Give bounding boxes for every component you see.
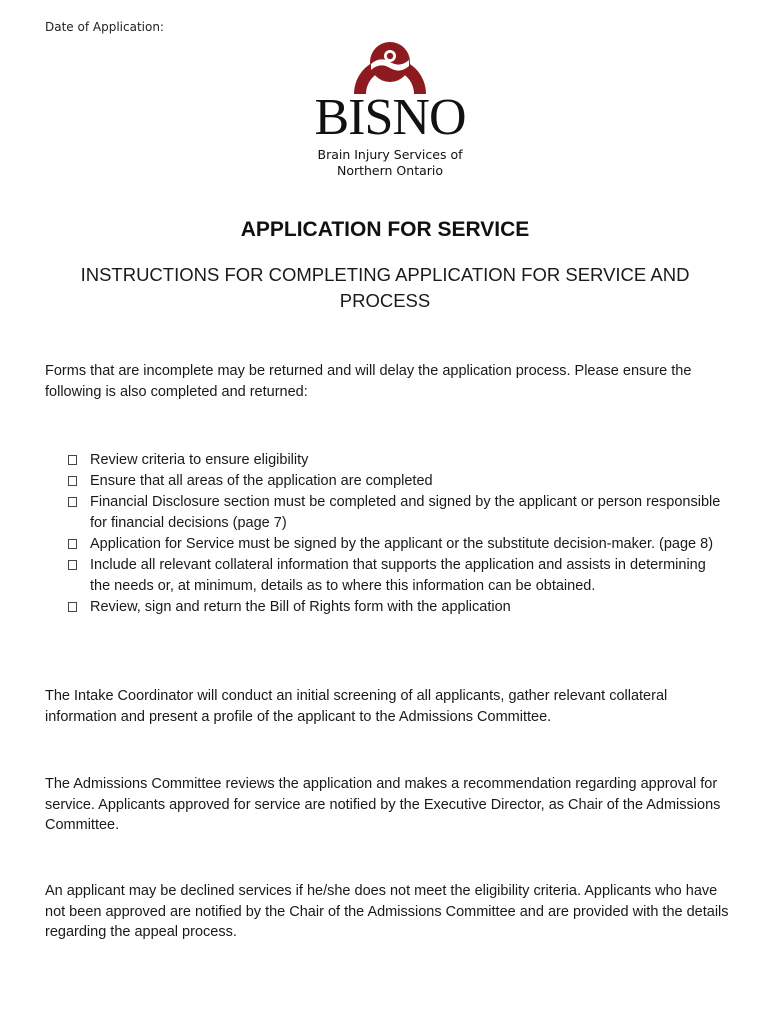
- checklist-item-text: Review, sign and return the Bill of Rights form with the application: [90, 599, 511, 615]
- checklist-item: [68, 534, 728, 555]
- subtitle-line-1: INSTRUCTIONS FOR COMPLETING APPLICATION FOR SERVICE AND: [80, 264, 690, 285]
- checklist-item-text: Financial Disclosure section must be completed and signed by the applicant or person responsible for financial decisions (page 7): [90, 494, 721, 531]
- checklist-item: [68, 492, 728, 534]
- checkbox-icon: [68, 560, 77, 570]
- declined-paragraph: An applicant may be declined services if he/she does not meet the eligibility criteria. Applicants who have not been approved are notified by the Chair of the Admissions Committee and are provided with the details regarding the appeal process.: [45, 883, 729, 940]
- checklist-item: [68, 555, 728, 597]
- checkbox-icon: [68, 476, 77, 486]
- page-subtitle: [45, 262, 725, 314]
- bisno-tagline: [290, 147, 490, 179]
- checklist-item: [68, 471, 728, 492]
- intake-paragraph: The Intake Coordinator will conduct an initial screening of all applicants, gather relevant collateral information and present a profile of the applicant to the Admissions Committee.: [45, 688, 668, 725]
- checklist-item-text: Review criteria to ensure eligibility: [90, 452, 309, 468]
- checkbox-icon: [68, 602, 77, 612]
- checklist-item: [68, 450, 728, 471]
- tagline-line-1: Brain Injury Services of: [317, 147, 463, 162]
- checklist-item-text: Application for Service must be signed by the applicant or the substitute decision-maker. (page 8): [90, 536, 714, 552]
- checklist-item: [68, 597, 728, 618]
- admissions-paragraph: The Admissions Committee reviews the application and makes a recommendation regarding approval for service. Applicants approved for service are notified by the Executive Director, as Chair of the Admissions Committee.: [45, 776, 721, 833]
- checklist-item-text: Include all relevant collateral information that supports the application and assists in determining the needs or, at minimum, details as to where this information can be obtained.: [90, 557, 706, 594]
- page-title: APPLICATION FOR SERVICE: [240, 218, 530, 241]
- checkbox-icon: [68, 539, 77, 549]
- checkbox-icon: [68, 497, 77, 507]
- date-of-application-label: Date of Application:: [45, 20, 164, 34]
- bisno-logo-mark-icon: [348, 20, 432, 96]
- bisno-wordmark: BISNO: [314, 89, 466, 146]
- subtitle-line-2: PROCESS: [339, 290, 431, 311]
- intro-paragraph: Forms that are incomplete may be returned and will delay the application process. Please ensure the following is also completed and returned:: [45, 363, 692, 400]
- requirements-checklist: [68, 450, 728, 618]
- tagline-line-2: Northern Ontario: [336, 163, 444, 178]
- checklist-item-text: Ensure that all areas of the application are completed: [90, 473, 433, 489]
- checkbox-icon: [68, 455, 77, 465]
